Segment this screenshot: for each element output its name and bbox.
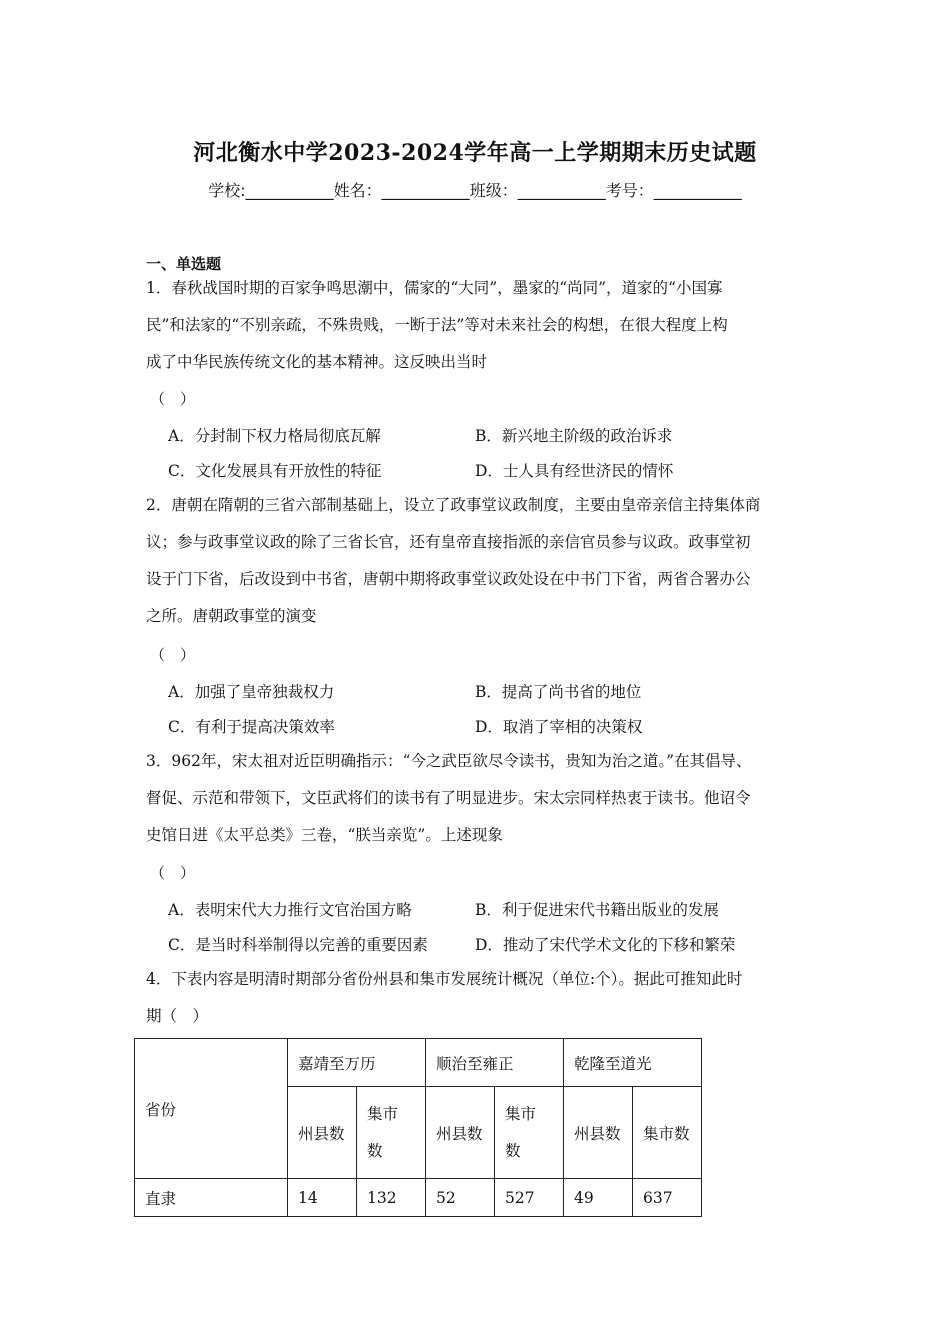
question-2-option-a[interactable]: A．加强了皇帝独裁权力 bbox=[168, 683, 335, 701]
subheader-market-1 bbox=[357, 1087, 426, 1179]
question-3-line-2: 督促、示范和带领下，文臣武将们的读书有了明显进步。宋太宗同样热衷于读书。他诏令 bbox=[146, 789, 751, 807]
exam-number-field[interactable]: 考号：___________ bbox=[605, 181, 742, 200]
question-2-line-3: 设于门下省，后改设到中书省，唐朝中期将政事堂议政处设在中书门下省，两省合署办公 bbox=[146, 570, 751, 588]
question-3-option-a[interactable]: A．表明宋代大力推行文官治国方略 bbox=[168, 901, 412, 919]
class-field[interactable]: 班级：___________ bbox=[469, 181, 606, 200]
section-heading: 一、单选题 bbox=[146, 255, 222, 273]
subheader-market-2-part-2: 数 bbox=[505, 1141, 521, 1160]
subheader-county-1: 州县数 bbox=[288, 1087, 357, 1179]
question-1-line-3: 成了中华民族传统文化的基本精神。这反映出当时 bbox=[146, 353, 488, 371]
table-row bbox=[135, 1179, 702, 1217]
question-3-option-c[interactable]: C．是当时科举制得以完善的重要因素 bbox=[168, 936, 428, 954]
question-2-line-4: 之所。唐朝政事堂的演变 bbox=[146, 607, 317, 625]
statistics-table bbox=[134, 1038, 702, 1217]
row-province: 直隶 bbox=[135, 1179, 288, 1217]
question-2-option-c[interactable]: C．有利于提高决策效率 bbox=[168, 718, 335, 736]
question-1-option-b[interactable]: B．新兴地主阶级的政治诉求 bbox=[475, 427, 673, 445]
question-1-line-2: 民”和法家的“不别亲疏，不殊贵贱，一断于法”等对未来社会的构想，在很大程度上构 bbox=[146, 316, 728, 334]
question-1-option-a[interactable]: A．分封制下权力格局彻底瓦解 bbox=[168, 427, 381, 445]
question-1-answer-blank: （ ） bbox=[150, 390, 196, 408]
row-value: 132 bbox=[357, 1179, 426, 1217]
subheader-market-1-part-2: 数 bbox=[367, 1141, 383, 1160]
question-2-option-d[interactable]: D．取消了宰相的决策权 bbox=[475, 718, 643, 736]
question-3-option-d[interactable]: D．推动了宋代学术文化的下移和繁荣 bbox=[475, 936, 736, 954]
subheader-market-3: 集市数 bbox=[633, 1087, 702, 1179]
question-1-option-d[interactable]: D．士人具有经世济民的情怀 bbox=[475, 462, 674, 480]
question-3-line-1: 3．962年，宋太祖对近臣明确指示：“今之武臣欲尽令读书，贵知为治之道。”在其倡导、 bbox=[146, 752, 752, 770]
question-2-stem bbox=[146, 487, 810, 635]
row-value: 527 bbox=[495, 1179, 564, 1217]
question-4-line-1: 4．下表内容是明清时期部分省份州县和集市发展统计概况（单位:个）。据此可推知此时 bbox=[146, 970, 743, 988]
question-2-line-1: 2．唐朝在隋朝的三省六部制基础上，设立了政事堂议政制度，主要由皇帝亲信主持集体商 bbox=[146, 496, 761, 514]
question-4-stem bbox=[146, 961, 810, 1035]
school-field[interactable]: 学校:___________ bbox=[208, 181, 334, 200]
row-value: 637 bbox=[633, 1179, 702, 1217]
question-2-line-2: 议；参与政事堂议政的除了三省长官，还有皇帝直接指派的亲信官员参与议政。政事堂初 bbox=[146, 533, 751, 551]
table-header-row bbox=[135, 1039, 702, 1087]
subheader-market-1-part-1: 集市 bbox=[367, 1104, 399, 1123]
row-value: 14 bbox=[288, 1179, 357, 1217]
question-1-line-1: 1．春秋战国时期的百家争鸣思潮中，儒家的“大同”，墨家的“尚同”，道家的“小国寡 bbox=[146, 279, 723, 297]
question-4-line-2: 期（ ） bbox=[146, 1007, 209, 1025]
header-province: 省份 bbox=[135, 1039, 288, 1179]
question-3-answer-blank: （ ） bbox=[150, 864, 196, 882]
question-3-option-b[interactable]: B．利于促进宋代书籍出版业的发展 bbox=[475, 901, 719, 919]
header-period-2: 顺治至雍正 bbox=[426, 1039, 564, 1087]
row-value: 52 bbox=[426, 1179, 495, 1217]
header-period-3: 乾隆至道光 bbox=[564, 1039, 702, 1087]
subheader-county-2: 州县数 bbox=[426, 1087, 495, 1179]
subheader-market-2 bbox=[495, 1087, 564, 1179]
header-period-1: 嘉靖至万历 bbox=[288, 1039, 426, 1087]
question-2-answer-blank: （ ） bbox=[150, 646, 196, 664]
question-1-option-c[interactable]: C．文化发展具有开放性的特征 bbox=[168, 462, 382, 480]
subheader-county-3: 州县数 bbox=[564, 1087, 633, 1179]
question-1-stem bbox=[146, 270, 810, 381]
name-field[interactable]: 姓名：___________ bbox=[333, 181, 470, 200]
question-3-line-3: 史馆日进《太平总类》三卷，“朕当亲览”。上述现象 bbox=[146, 826, 503, 844]
page-title: 河北衡水中学2023-2024学年高一上学期期末历史试题 bbox=[193, 140, 757, 166]
subheader-market-2-part-1: 集市 bbox=[505, 1104, 537, 1123]
question-2-option-b[interactable]: B．提高了尚书省的地位 bbox=[475, 683, 642, 701]
student-info-line bbox=[0, 178, 950, 201]
question-3-stem bbox=[146, 743, 810, 854]
row-value: 49 bbox=[564, 1179, 633, 1217]
